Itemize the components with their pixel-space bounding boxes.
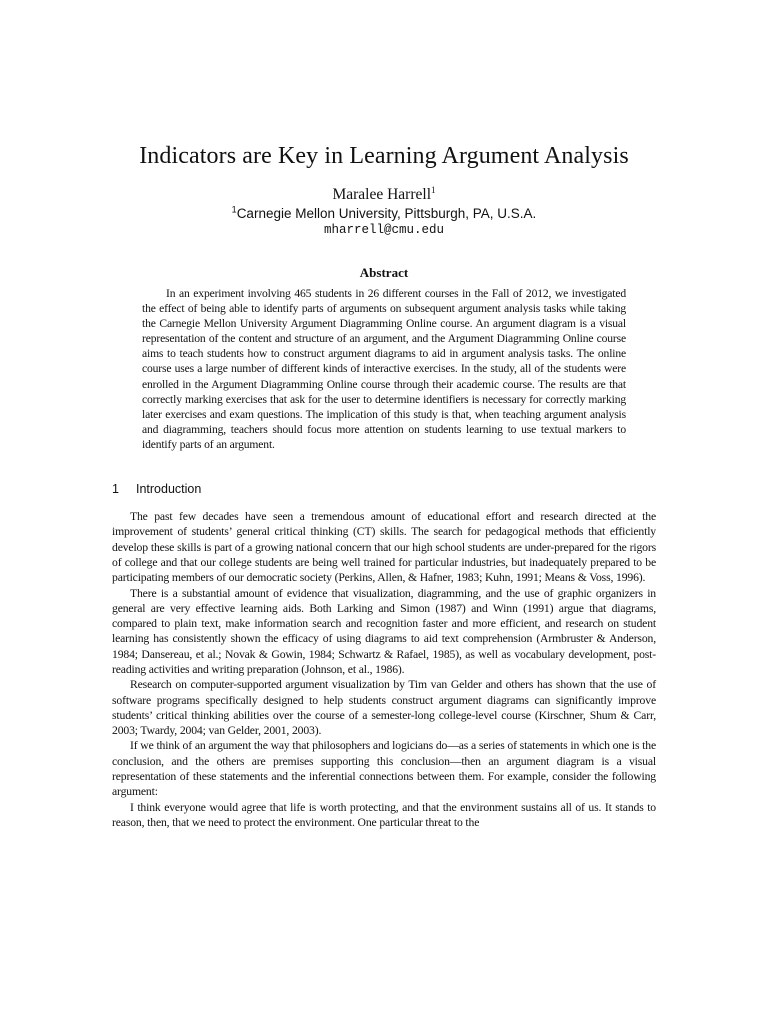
author-superscript: 1 <box>431 184 436 195</box>
author-name: Maralee Harrell <box>332 186 432 203</box>
author-email: mharrell@cmu.edu <box>323 223 445 237</box>
paper-title: Indicators are Key in Learning Argument Analysis <box>139 143 629 169</box>
body-paragraph: There is a substantial amount of evidence that visualization, diagramming, and the use of graphic organizers in general are very effective learning aids. Both Larking and Simon (1987) and Winn (1991) argue that diagrams, compared to plain text, make information search and recognition faster and more efficient, and research on student learning has consistently shown the efficacy of using diagrams to aid text comprehension (Armbruster & Anderson, 1984; Dansereau, et al.; Novak & Gowin, 1984; Schwartz & Rafael, 1985), as well as vocabulary development, post-reading activities and writing preparation (Johnson, et al., 1986). <box>112 586 656 676</box>
body-paragraph: The past few decades have seen a tremendous amount of educational effort and research directed at the improvement of students’ general critical thinking (CT) skills. The search for pedagogical methods that efficiently develop these skills is part of a growing national concern that our high school students are under-prepared for the rigors of college and that our college students are being well trained for particular industries, but inadequately prepared to be participating members of our democratic society (Perkins, Allen, & Hafner, 1983; Kuhn, 1991; Means & Voss, 1996). <box>112 510 656 585</box>
affiliation-line <box>112 205 656 222</box>
section-heading-introduction <box>112 480 656 498</box>
abstract-heading: Abstract <box>359 265 409 280</box>
affiliation-superscript: 1 <box>231 204 237 215</box>
section-number: 1 <box>112 482 119 497</box>
example-argument-quote: I think everyone would agree that life is worth protecting, and that the environment sustains all of us. It stands to reason, then, that we need to protect the environment. One particular threat to the <box>112 800 656 829</box>
body-paragraph: Research on computer-supported argument visualization by Tim van Gelder and others has shown that the use of software programs specifically designed to help students construct argument diagrams can significantly improve students’ critical thinking abilities over the course of a semester-long college-level course (Kirschner, Shum & Carr, 2003; Twardy, 2004; van Gelder, 2001, 2003). <box>112 678 656 738</box>
abstract-text: In an experiment involving 465 students in 26 different courses in the Fall of 2012, we investigated the effect of being able to identify parts of arguments on subsequent argument analysis tasks while taking the Carnegie Mellon University Argument Diagramming Online course. An argument diagram is a visual representation of the content and structure of an argument, and the Argument Diagramming Online course aims to teach students how to construct argument diagrams to aid in argument analysis tasks. The online course uses a large number of different kinds of interactive exercises. In the study, all of the students were enrolled in the Argument Diagramming Online course through their academic course. The results are that correctly marking exercises that ask for the user to determine identifiers is necessary for correctly marking later exercises and exam questions. The implication of this study is that, when teaching argument analysis and diagramming, teachers should focus more attention on students learning to use textual markers to identify parts of an argument. <box>142 287 626 451</box>
author-line <box>112 185 656 205</box>
body-paragraph: If we think of an argument the way that philosophers and logicians do—as a series of statements in which one is the conclusion, and the others are premises supporting this conclusion—then an argument diagram is a visual representation of these statements and the inferential connections between them. For example, consider the following argument: <box>112 739 656 799</box>
author-block <box>112 185 656 239</box>
section-title: Introduction <box>136 482 202 497</box>
introduction-body <box>112 509 656 830</box>
affiliation: Carnegie Mellon University, Pittsburgh, PA, U.S.A. <box>236 206 537 221</box>
